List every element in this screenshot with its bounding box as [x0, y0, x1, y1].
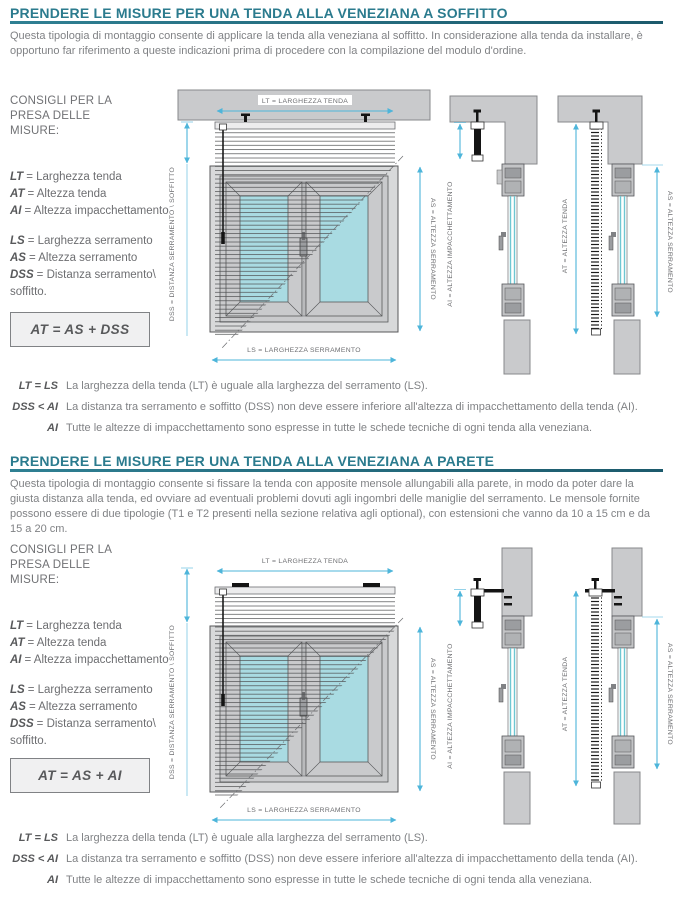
- legend-abbr: LS: [10, 235, 25, 247]
- legend-item: [10, 250, 182, 267]
- note-row: [0, 421, 674, 435]
- measure-advice-panel: [10, 94, 182, 301]
- dss-dimension: [169, 568, 193, 796]
- wall-below: [504, 772, 530, 824]
- legend-item: [10, 267, 182, 301]
- blind-bottom-rail: [472, 155, 483, 161]
- legend-text: = Larghezza tenda: [26, 620, 122, 632]
- note-text: La larghezza della tenda (LT) è uguale alla larghezza del serramento (LS).: [66, 380, 428, 392]
- as-label: AS = ALTEZZA SERRAMENTO: [429, 657, 436, 761]
- lt-label: LT = LARGHEZZA TENDA: [261, 558, 349, 565]
- note-text: La distanza tra serramento e soffitto (DSS) non deve essere inferiore all'altezza di impacchettamento della tenda (AI).: [66, 853, 638, 865]
- legend-abbr: LT: [10, 620, 24, 632]
- at-label: AT = ALTEZZA TENDA: [562, 198, 569, 274]
- note-label: LT = LS: [18, 832, 58, 844]
- window-section: [497, 164, 530, 374]
- at-label: AT = ALTEZZA TENDA: [562, 656, 569, 732]
- legend-list: [10, 618, 182, 750]
- note-label: LT = LS: [18, 380, 58, 392]
- legend-list: [10, 169, 182, 301]
- legend-item: [10, 682, 182, 699]
- ls-dimension: [212, 807, 396, 820]
- legend-abbr: DSS: [10, 269, 34, 281]
- as-label: AS = ALTEZZA SERRAMENTO: [429, 197, 436, 301]
- note-label: AI: [47, 422, 58, 434]
- lt-label: LT = LARGHEZZA TENDA: [261, 98, 349, 105]
- extended-blind: [591, 596, 602, 782]
- section-intro: Questa tipologia di montaggio consente si fissare la tenda con apposite mensole allungabili alla parete, in modo da poter dare la giusta distanza alla tenda, ed ovviare ad eventuali problemi dovuti agli ingombri delle maniglie del serramento. Le mensole fornite possono essere di due tipologie (T1 e T2 presenti nella sezione relativa agli optional), con estensioni che vanno da 10 a 15 cm e da 15 a 20 cm.: [10, 478, 651, 535]
- note-row: [0, 873, 674, 887]
- front-view: [169, 558, 436, 820]
- legend-text: = Distanza serramento\ soffitto.: [10, 718, 156, 747]
- side-view-packed: [447, 96, 537, 374]
- ai-label: AI = ALTEZZA IMPACCHETTAMENTO: [447, 181, 454, 307]
- note-text: La distanza tra serramento e soffitto (DSS) non deve essere inferiore all'altezza di impacchettamento della tenda (AI).: [66, 401, 638, 413]
- dss-label: DSS = DISTANZA SERRAMENTO \ SOFFITTO: [169, 624, 176, 780]
- legend-item: [10, 652, 182, 669]
- legend-abbr: LT: [10, 171, 24, 183]
- advice-heading: CONSIGLI PER LA PRESA DELLE MISURE:: [10, 544, 112, 586]
- legend-text: = Altezza impacchettamento: [24, 205, 169, 217]
- at-dimension: [562, 124, 576, 334]
- note-row: [0, 852, 674, 866]
- advice-heading: CONSIGLI PER LA PRESA DELLE MISURE:: [10, 95, 112, 137]
- wall-bracket: [232, 583, 380, 587]
- legend-text: = Larghezza tenda: [26, 171, 122, 183]
- formula-box-soffitto: AT = AS + DSS: [10, 312, 150, 347]
- blind-bottom-rail: [592, 329, 601, 335]
- blind-bracket: [471, 589, 484, 596]
- legend-text: = Distanza serramento\ soffitto.: [10, 269, 156, 298]
- packed-blind: [474, 596, 481, 622]
- legend-text: = Altezza tenda: [27, 188, 107, 200]
- formula-box-parete: AT = AS + AI: [10, 758, 150, 793]
- legend-item: [10, 635, 182, 652]
- legend-text: = Altezza impacchettamento: [24, 654, 169, 666]
- measure-advice-panel: [10, 543, 182, 750]
- as-dimension-side: [642, 165, 673, 317]
- wall-section: [502, 548, 532, 616]
- as-dimension-side: [642, 617, 673, 769]
- handle-side: [499, 236, 503, 250]
- section-title-parete: PRENDERE LE MISURE PER UNA TENDA ALLA VENEZIANA A PARETE: [10, 453, 495, 469]
- ceiling-section: [450, 96, 537, 164]
- note-row: [0, 400, 674, 414]
- window-section: [499, 616, 530, 824]
- legend-abbr: AT: [10, 188, 25, 200]
- ai-dimension: [447, 590, 466, 769]
- ai-dimension: [447, 123, 466, 307]
- note-text: Tutte le altezze di impacchettamento sono espresse in tutte le schede tecniche di ogni tenda alla veneziana.: [66, 422, 593, 434]
- blind-headrail: [215, 587, 395, 594]
- dss-dimension: [169, 122, 193, 336]
- handle-side: [609, 236, 613, 250]
- note-label: DSS < AI: [12, 401, 58, 413]
- handle-side: [499, 688, 503, 702]
- legend-abbr: AI: [10, 205, 22, 217]
- legend-item: [10, 716, 182, 750]
- blind-bottom-rail: [592, 782, 601, 788]
- legend-item: [10, 699, 182, 716]
- blind-headrail: [215, 122, 395, 129]
- blind-bracket: [471, 122, 484, 129]
- side-view-extended: [562, 548, 673, 824]
- legend-item: [10, 203, 182, 220]
- legend-text: = Larghezza serramento: [27, 235, 153, 247]
- legend-item: [10, 618, 182, 635]
- as-dimension-front: [420, 167, 436, 331]
- notes-soffitto: [0, 379, 674, 442]
- note-text: Tutte le altezze di impacchettamento sono espresse in tutte le schede tecniche di ogni tenda alla veneziana.: [66, 874, 593, 886]
- wall-section: [612, 548, 642, 616]
- front-view: [169, 90, 436, 360]
- notes-parete: [0, 831, 674, 894]
- note-row: [0, 379, 674, 393]
- legend-text: = Altezza tenda: [27, 637, 107, 649]
- blind-bracket: [590, 122, 603, 129]
- packed-blind: [474, 129, 481, 155]
- legend-item: [10, 233, 182, 250]
- window-section: [609, 616, 640, 824]
- note-text: La larghezza della tenda (LT) è uguale alla larghezza del serramento (LS).: [66, 832, 428, 844]
- as-side-label: AS = ALTEZZA SERRAMENTO: [666, 190, 673, 294]
- as-side-label: AS = ALTEZZA SERRAMENTO: [666, 642, 673, 746]
- side-view-packed: [447, 548, 532, 824]
- at-dimension: [562, 591, 576, 786]
- legend-abbr: AS: [10, 252, 26, 264]
- legend-item: [10, 186, 182, 203]
- blind-bracket: [589, 589, 602, 596]
- wall-below: [614, 320, 640, 374]
- as-dimension-front: [420, 627, 436, 791]
- legend-abbr: AI: [10, 654, 22, 666]
- extended-blind: [591, 129, 602, 329]
- dss-label: DSS = DISTANZA SERRAMENTO \ SOFFITTO: [169, 166, 176, 322]
- legend-text: = Altezza serramento: [28, 701, 138, 713]
- ls-label: LS = LARGHEZZA SERRAMENTO: [247, 347, 361, 354]
- title-underline: [10, 21, 663, 24]
- section-intro: Questa tipologia di montaggio consente di applicare la tenda alla veneziana al soffitto. In considerazione alla tenda da installare, è opportuno far riferimento a queste indicazioni prima di procedere con la compilazione del modulo d'ordine.: [10, 30, 643, 57]
- legend-abbr: AS: [10, 701, 26, 713]
- handle-side: [609, 688, 613, 702]
- legend-text: = Larghezza serramento: [27, 684, 153, 696]
- side-view-extended: [558, 96, 673, 374]
- legend-abbr: AT: [10, 637, 25, 649]
- note-label: AI: [47, 874, 58, 886]
- title-underline: [10, 469, 663, 472]
- legend-item: [10, 169, 182, 186]
- ls-label: LS = LARGHEZZA SERRAMENTO: [247, 807, 361, 814]
- diagram-soffitto: [160, 86, 674, 378]
- window-section: [609, 164, 640, 374]
- legend-abbr: DSS: [10, 718, 34, 730]
- note-row: [0, 831, 674, 845]
- diagram-parete: [160, 534, 674, 830]
- note-label: DSS < AI: [12, 853, 58, 865]
- wall-below: [614, 772, 640, 824]
- legend-text: = Altezza serramento: [28, 252, 138, 264]
- lt-dimension: [217, 558, 393, 571]
- ai-label: AI = ALTEZZA IMPACCHETTAMENTO: [447, 643, 454, 769]
- blind-bottom-rail: [472, 622, 483, 628]
- section-title-soffitto: PRENDERE LE MISURE PER UNA TENDA ALLA VENEZIANA A SOFFITTO: [10, 5, 508, 21]
- legend-abbr: LS: [10, 684, 25, 696]
- wall-below: [504, 320, 530, 374]
- ls-dimension: [212, 347, 396, 360]
